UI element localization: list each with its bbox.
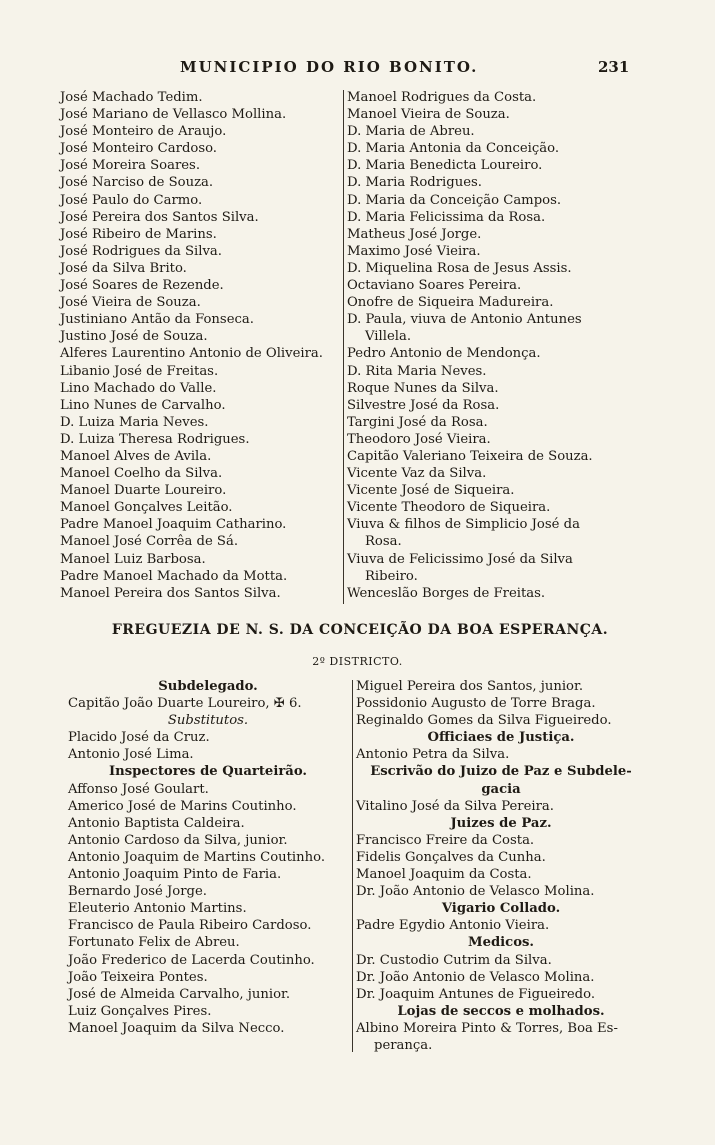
list-item: D. Miquelina Rosa de Jesus Assis. [347,260,572,276]
list-item: Affonso José Goulart. [68,781,209,797]
substitutos-heading: Substitutos. [167,713,249,729]
list-item: Padre Manoel Joaquim Catharino. [60,517,287,533]
list-item: Padre Egydio Antonio Vieira. [356,918,550,934]
list-item: Octaviano Soares Pereira. [347,278,522,294]
list-item: Vitalino José da Silva Pereira. [356,798,554,814]
list-item-continuation: perança. [374,1037,433,1053]
list-item: Padre Manoel Machado da Motta. [60,568,288,584]
list-item: Manoel Pereira dos Santos Silva. [60,585,281,601]
list-item: D. Maria Antonia da Conceição. [347,141,560,157]
list-item: Manoel Coelho da Silva. [60,466,223,482]
juizes-heading: Juizes de Paz. [450,815,552,831]
top-left-column [60,89,340,602]
list-item: Manoel Joaquim da Costa. [356,867,532,883]
inspectores-heading: Inspectores de Quarteirão. [109,764,307,780]
escrivao-heading-continuation: gacia [481,781,521,797]
list-item-continuation: Ribeiro. [365,568,418,584]
list-item: José Moreira Soares. [60,158,201,174]
list-item: Maximo José Vieira. [347,243,481,259]
vigario-heading: Vigario Collado. [441,901,561,917]
list-item: Albino Moreira Pinto & Torres, Boa Es- [356,1020,618,1036]
medicos-heading: Medicos. [467,935,535,951]
list-item: Francisco de Paula Ribeiro Cardoso. [68,918,312,934]
list-item: Eleuterio Antonio Martins. [68,901,247,917]
list-item: D. Maria Benedicta Loureiro. [347,158,543,174]
running-title: MUNICIPIO DO RIO BONITO. [180,58,479,76]
list-item: D. Luiza Maria Neves. [60,414,209,430]
section-title: FREGUEZIA DE N. S. DA CONCEIÇÃO DA BOA ESPERANÇA. [111,622,609,638]
list-item: Antonio Joaquim de Martins Coutinho. [68,849,326,865]
column-divider [343,90,344,604]
list-item: Antonio Joaquim Pinto de Faria. [68,867,282,883]
list-item: João Teixeira Pontes. [68,969,208,985]
list-item: Manoel José Corrêa de Sá. [60,534,239,550]
list-item: Libanio José de Freitas. [60,363,219,379]
list-item: José Vieira de Souza. [60,295,201,311]
officiaes-heading: Officiaes de Justiça. [427,730,575,746]
list-item: Manoel Rodrigues da Costa. [347,90,537,105]
escrivao-heading: Escrivão do Juizo de Paz e Subdele- [370,764,632,780]
list-item: D. Maria da Conceição Campos. [347,192,562,208]
page-number: 231 [598,58,630,76]
list-item: Bernardo José Jorge. [68,884,207,900]
column-divider [352,680,353,1052]
list-item: Theodoro José Vieira. [347,431,491,447]
list-item: Possidonio Augusto de Torre Braga. [356,696,596,712]
list-item: D. Paula, viuva de Antonio Antunes [347,312,582,328]
list-item: Lino Machado do Valle. [60,380,217,396]
page-header [0,58,715,82]
list-item: José Machado Tedim. [60,90,203,105]
list-item: Fortunato Felix de Abreu. [68,935,240,951]
list-item: Justiniano Antão da Fonseca. [60,312,254,328]
list-item: Matheus José Jorge. [347,226,482,242]
top-right-column [347,89,647,602]
list-item: José Paulo do Carmo. [60,192,203,208]
list-item: Luiz Gonçalves Pires. [68,1003,212,1019]
district-label: 2º DISTRICTO. [312,655,403,668]
list-item: Targini José da Rosa. [347,414,488,430]
bottom-left-column [68,678,348,1037]
list-item: José Ribeiro de Marins. [60,226,217,242]
list-item: Wenceslão Borges de Freitas. [347,585,546,601]
list-item: Placido José da Cruz. [68,730,210,746]
list-item: José Mariano de Vellasco Mollina. [60,107,287,123]
list-item: José Narciso de Souza. [60,175,214,191]
lojas-heading: Lojas de seccos e molhados. [397,1003,605,1019]
list-item: José de Almeida Carvalho, junior. [68,986,291,1002]
list-item: José da Silva Brito. [60,260,187,276]
list-item: Antonio Baptista Caldeira. [68,815,245,831]
list-item: Manoel Duarte Loureiro. [60,483,227,499]
list-item: João Frederico de Lacerda Coutinho. [68,952,315,968]
list-item: Vicente Theodoro de Siqueira. [347,500,551,516]
list-item: Roque Nunes da Silva. [347,380,499,396]
list-item: Americo José de Marins Coutinho. [68,798,297,814]
list-item: Dr. João Antonio de Velasco Molina. [356,969,595,985]
list-item: Viuva de Felicissimo José da Silva [347,551,573,567]
list-item: Dr. Custodio Cutrim da Silva. [356,952,552,968]
list-item: Manoel Joaquim da Silva Necco. [68,1020,285,1036]
list-item: Capitão João Duarte Loureiro, ✠ 6. [68,696,302,712]
list-item: Antonio Cardoso da Silva, junior. [68,832,288,848]
list-item: José Monteiro Cardoso. [60,141,217,157]
list-item: Manoel Alves de Avila. [60,448,212,464]
list-item: José Rodrigues da Silva. [60,243,222,259]
list-item: D. Luiza Theresa Rodrigues. [60,431,250,447]
list-item: Lino Nunes de Carvalho. [60,397,226,413]
bottom-right-column [356,678,646,1054]
list-item: Miguel Pereira dos Santos, junior. [356,679,584,694]
list-item: Alferes Laurentino Antonio de Oliveira. [60,346,323,362]
list-item: Dr. Joaquim Antunes de Figueiredo. [356,986,596,1002]
list-item: Francisco Freire da Costa. [356,832,535,848]
list-item: Manoel Gonçalves Leitão. [60,500,233,516]
list-item: D. Maria Felicissima da Rosa. [347,209,546,225]
list-item: José Soares de Rezende. [60,278,224,294]
list-item: D. Maria de Abreu. [347,124,475,140]
list-item: Silvestre José da Rosa. [347,397,500,413]
list-item: Fidelis Gonçalves da Cunha. [356,849,546,865]
list-item: Antonio Petra da Silva. [356,747,510,763]
list-item: Onofre de Siqueira Madureira. [347,295,554,311]
list-item-continuation: Rosa. [365,534,402,550]
list-item: D. Maria Rodrigues. [347,175,482,191]
list-item: José Monteiro de Araujo. [60,124,227,140]
list-item: Manoel Luiz Barbosa. [60,551,206,567]
list-item: José Pereira dos Santos Silva. [60,209,259,225]
list-item: Justino José de Souza. [60,329,208,345]
list-item: Antonio José Lima. [68,747,194,763]
list-item: Vicente Vaz da Silva. [347,466,487,482]
subdelegado-heading: Subdelegado. [158,679,258,694]
list-item-continuation: Villela. [365,329,412,345]
list-item: Capitão Valeriano Teixeira de Souza. [347,448,593,464]
list-item: D. Rita Maria Neves. [347,363,487,379]
list-item: Dr. João Antonio de Velasco Molina. [356,884,595,900]
list-item: Reginaldo Gomes da Silva Figueiredo. [356,713,612,729]
list-item: Viuva & filhos de Simplicio José da [347,517,580,533]
list-item: Vicente José de Siqueira. [347,483,515,499]
list-item: Pedro Antonio de Mendonça. [347,346,541,362]
list-item: Manoel Vieira de Souza. [347,107,510,123]
